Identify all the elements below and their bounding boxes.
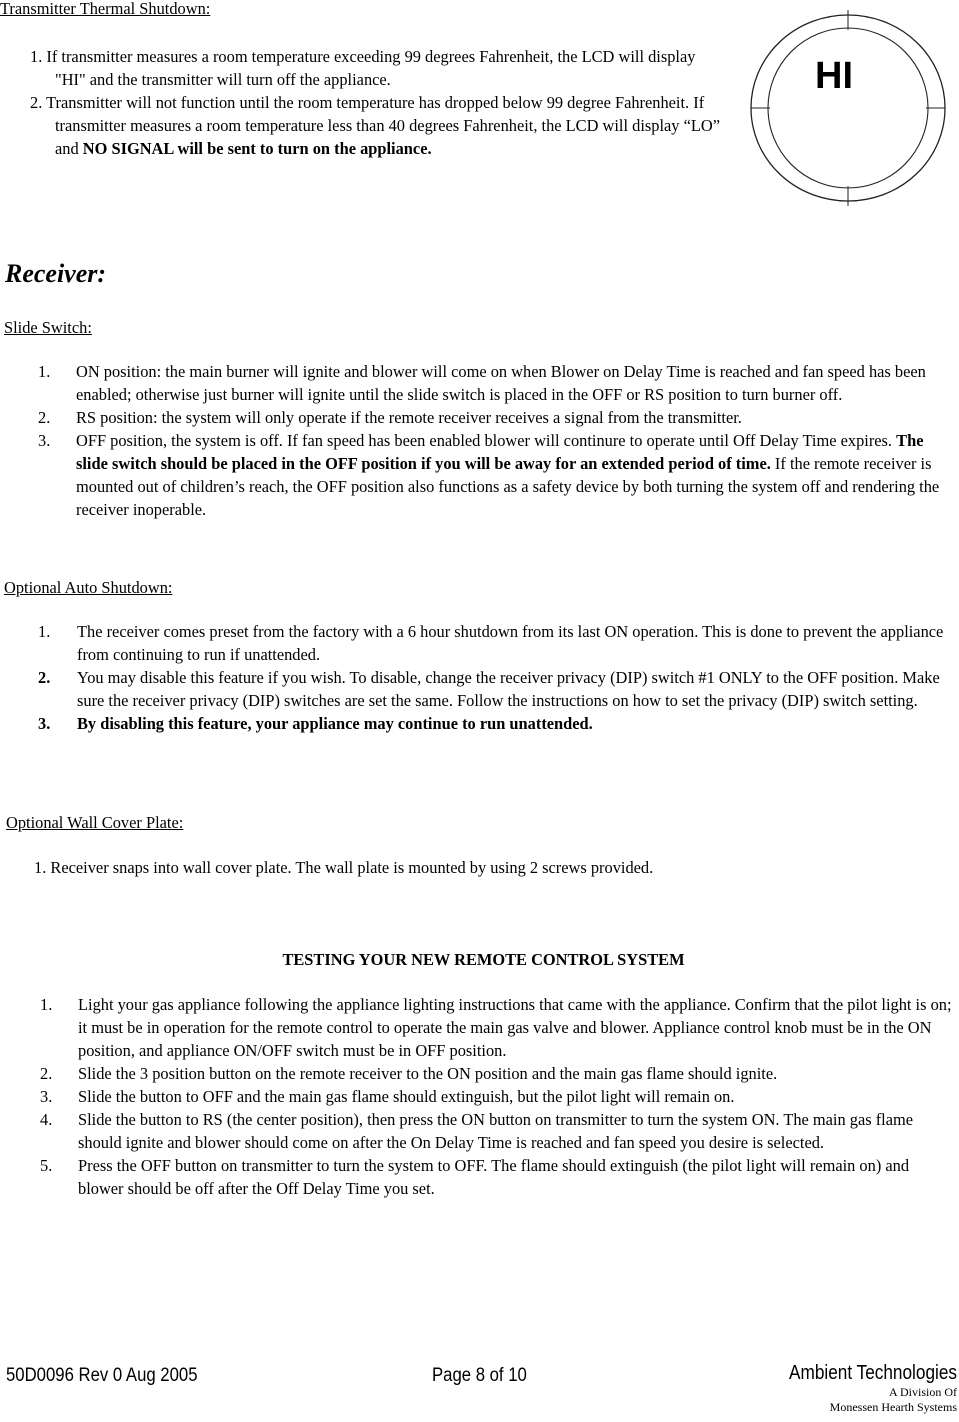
footer-company: Monessen Hearth Systems [829,1400,957,1414]
thermal-list [30,45,720,160]
section-heading-testing: TESTING YOUR NEW REMOTE CONTROL SYSTEM [282,950,685,969]
auto-shutdown-list [38,620,950,735]
list-item: 1. Receiver snaps into wall cover plate. The wall plate is mounted by using 2 screws provided. [34,858,654,877]
subheading-slide-switch: Slide Switch: [4,318,92,337]
list-item: 2. Transmitter will not function until the room temperature has dropped below 99 degree Fahrenheit. If transmitter measures a room temperature less than 40 degrees Fahrenheit, the LCD will display “LO” and NO SIGNAL will be sent to turn on the appliance. [30,93,720,158]
list-item: 2. Slide the 3 position button on the remote receiver to the ON position and the main gas flame should ignite. [40,1064,778,1083]
footer-brand: Ambient Technologies [789,1362,957,1384]
footer-doc-id: 50D0096 Rev 0 Aug 2005 [6,1365,198,1386]
slide-switch-list [38,360,950,521]
footer-brand-block [697,1362,957,1415]
list-item: 2. You may disable this feature if you wish. To disable, change the receiver privacy (DIP) switch #1 ONLY to the OFF position. Make sure the receiver privacy (DIP) switches are set the same. Follow the instructions on how to set the privacy (DIP) switch setting. [38,668,940,710]
subheading-wall-plate: Optional Wall Cover Plate: [6,813,184,832]
section-heading-thermal: Transmitter Thermal Shutdown: [0,0,211,18]
subheading-auto-shutdown: Optional Auto Shutdown: [4,578,173,597]
list-item: 1. ON position: the main burner will ignite and blower will come on when Blower on Delay Time is reached and fan speed has been enabled; otherwise just burner will ignite until the slide switch is placed in the OFF or RS position to turn burner off. [38,362,926,404]
lcd-display-illustration [748,8,948,208]
list-item: 3. By disabling this feature, your appliance may continue to run unattended. [38,714,593,733]
list-item: 3. Slide the button to OFF and the main gas flame should extinguish, but the pilot light will remain on. [40,1087,735,1106]
lcd-hi-text: HI [815,55,853,97]
list-item: 1. The receiver comes preset from the factory with a 6 hour shutdown from its last ON operation. This is done to prevent the appliance from continuing to run if unattended. [38,622,944,664]
footer-page-number: Page 8 of 10 [432,1365,527,1386]
footer-division: A Division Of [888,1385,957,1399]
section-title-receiver: Receiver: [5,259,107,288]
list-item: 2. RS position: the system will only operate if the remote receiver receives a signal from the transmitter. [38,408,742,427]
list-item: 4. Slide the button to RS (the center position), then press the ON button on transmitter to turn the system ON. The main gas flame should ignite and blower should come on after the On Delay Time is reached and fan speed you desire is selected. [40,1110,914,1152]
list-item: 1. If transmitter measures a room temperature exceeding 99 degrees Fahrenheit, the LCD will display "HI" and the transmitter will turn off the appliance. [30,47,696,89]
testing-list [40,993,955,1200]
list-item: 3. OFF position, the system is off. If fan speed has been enabled blower will continure to operate until Off Delay Time expires. The slide switch should be placed in the OFF position if you will be away for an extended period of time. If the remote receiver is mounted out of children’s reach, the OFF position also functions as a safety device by both turning the system off and rendering the receiver inoperable. [38,431,940,519]
wall-plate-list [34,856,934,879]
list-item: 1. Light your gas appliance following the appliance lighting instructions that came with the appliance. Confirm that the pilot light is on; it must be in operation for the remote control to operate the main gas valve and blower. Appliance control knob must be in the ON position, and appliance ON/OFF switch must be in OFF position. [40,995,952,1060]
list-item: 5. Press the OFF button on transmitter to turn the system to OFF. The flame should extinguish (the pilot light will remain on) and blower should be off after the Off Delay Time you set. [40,1156,910,1198]
